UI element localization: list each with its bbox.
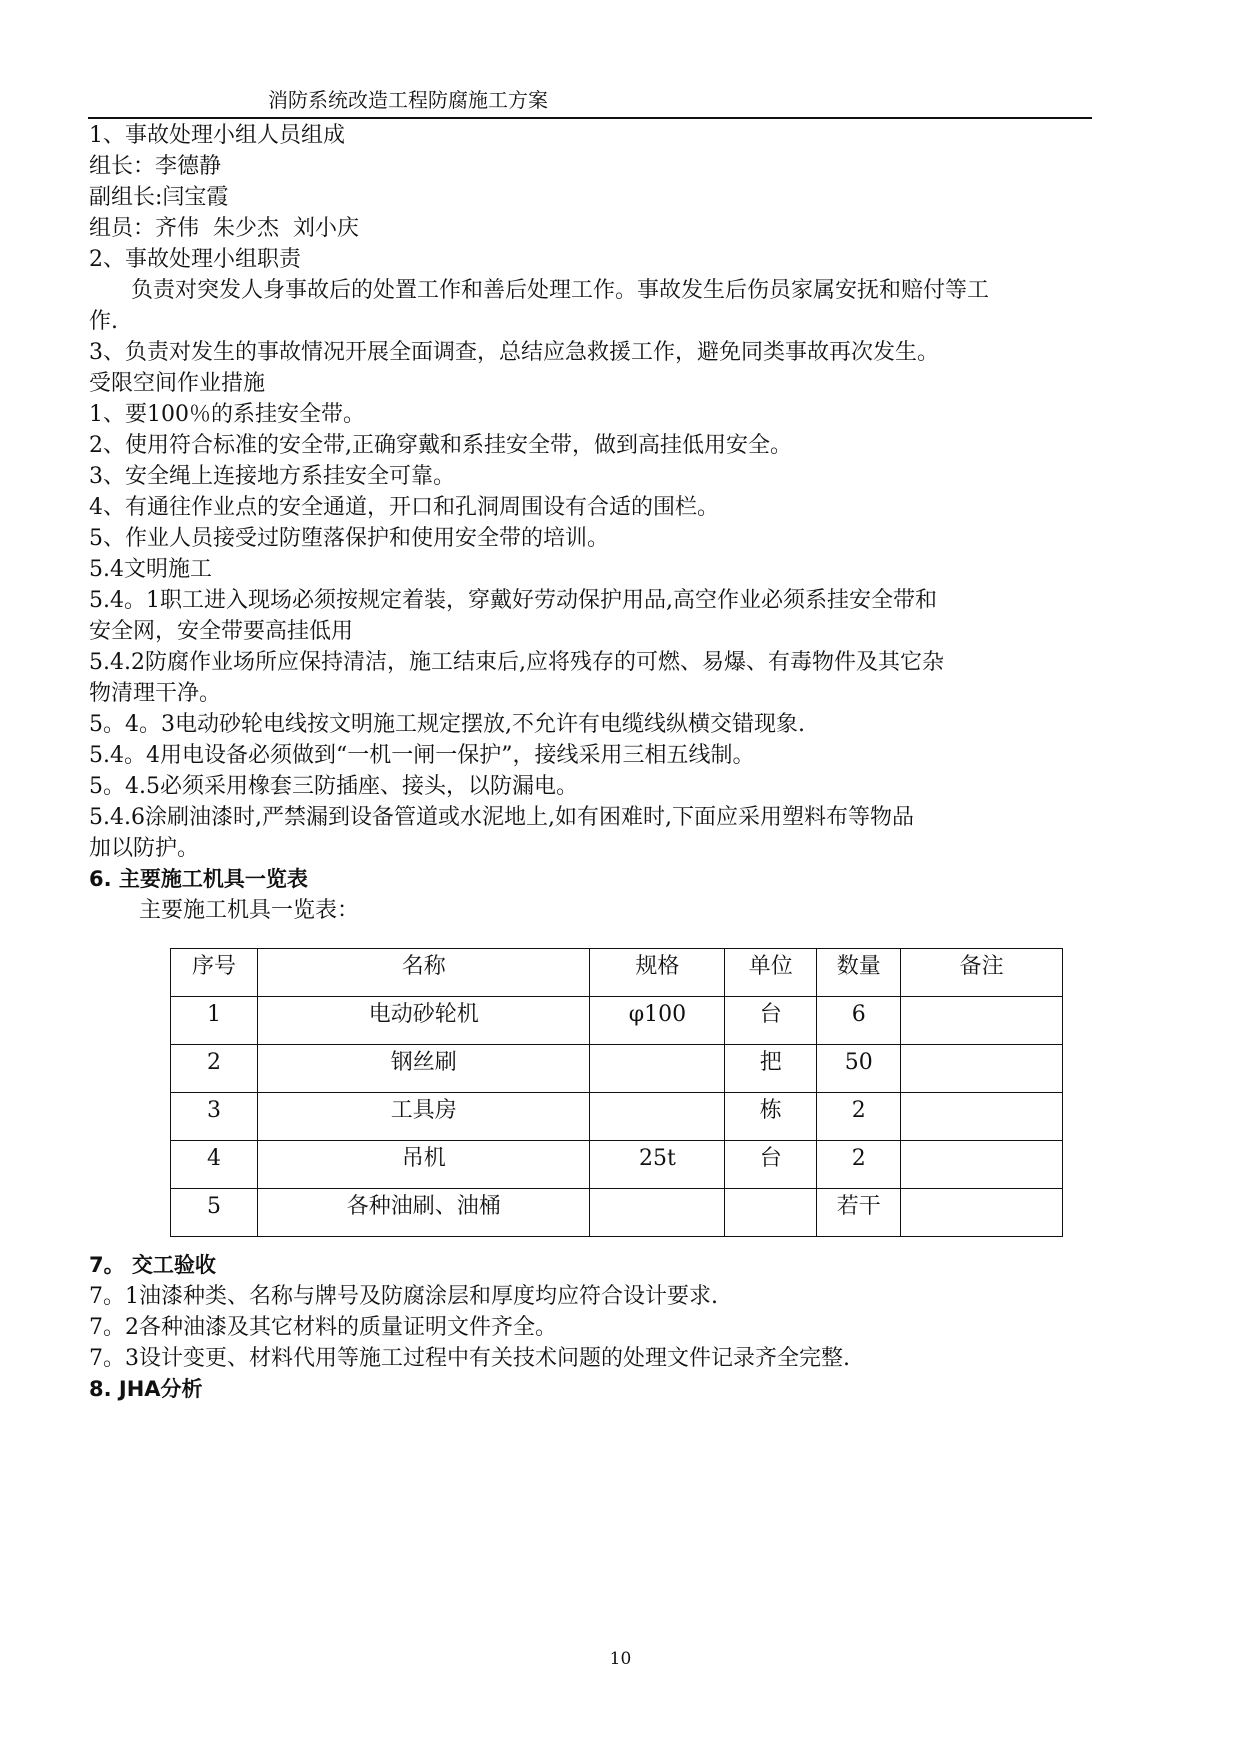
table-cell: 25t: [590, 1141, 725, 1189]
table-cell: 各种油刷、油桶: [257, 1189, 590, 1237]
table-cell: [901, 1141, 1063, 1189]
table-cell: 6: [817, 997, 901, 1045]
table-cell: [901, 1045, 1063, 1093]
table-row: [171, 1045, 1063, 1093]
table-cell: [590, 1189, 725, 1237]
section-7-line: 7。3设计变更、材料代用等施工过程中有关技术问题的处理文件记录齐全完整.: [89, 1346, 850, 1371]
header-cell: 备注: [901, 949, 1063, 997]
body-line: 3、安全绳上连接地方系挂安全可靠。: [89, 464, 455, 489]
body-line: 3、负责对发生的事故情况开展全面调查，总结应急救援工作，避免同类事故再次发生。: [89, 340, 939, 365]
body-line: 5。4。3电动砂轮电线按文明施工规定摆放,不允许有电缆线纵横交错现象.: [89, 712, 805, 737]
table-cell: [901, 1093, 1063, 1141]
table-cell: 工具房: [257, 1093, 590, 1141]
table-cell: [725, 1189, 817, 1237]
table-cell: 吊机: [257, 1141, 590, 1189]
table-cell: 50: [817, 1045, 901, 1093]
body-line: 5。4.5必须采用橡套三防插座、接头，以防漏电。: [89, 774, 578, 799]
header-title: 消防系统改造工程防腐施工方案: [268, 88, 548, 112]
section-6-intro: 主要施工机具一览表：: [139, 898, 360, 923]
section-6-heading: 6. 主要施工机具一览表: [89, 867, 308, 891]
body-line: 1、要100％的系挂安全带。: [89, 402, 365, 427]
body-line: 加以防护。: [89, 836, 200, 861]
table-cell: 4: [171, 1141, 258, 1189]
body-line: 5.4.6涂刷油漆时,严禁漏到设备管道或水泥地上,如有困难时,下面应采用塑料布等物品: [89, 805, 914, 830]
table-row: [171, 1093, 1063, 1141]
header-cell: 名称: [257, 949, 590, 997]
table-cell: 把: [725, 1045, 817, 1093]
table-cell: 2: [171, 1045, 258, 1093]
table-cell: [901, 997, 1063, 1045]
table-cell: 若干: [817, 1189, 901, 1237]
body-line: 组长：李德静: [89, 154, 222, 179]
table-header-row: [171, 949, 1063, 997]
table-row: [171, 997, 1063, 1045]
section-7-line: 7。2各种油漆及其它材料的质量证明文件齐全。: [89, 1315, 557, 1340]
table-cell: 5: [171, 1189, 258, 1237]
header-rule: [88, 117, 1092, 119]
body-text: [89, 120, 1093, 926]
section-7-line: 7。1油漆种类、名称与牌号及防腐涂层和厚度均应符合设计要求.: [89, 1284, 718, 1309]
body-line: 5.4文明施工: [89, 557, 212, 582]
body-line: 负责对突发人身事故后的处置工作和善后处理工作。事故发生后伤员家属安抚和赔付等工: [131, 278, 990, 303]
table-cell: [901, 1189, 1063, 1237]
table-cell: 3: [171, 1093, 258, 1141]
body-line: 副组长:闫宝霞: [89, 185, 229, 210]
section-8-heading: 8. JHA分析: [89, 1377, 203, 1401]
body-line: 5.4。1职工进入现场必须按规定着装，穿戴好劳动保护用品,高空作业必须系挂安全带和: [89, 588, 937, 613]
section-7-heading: 7。 交工验收: [89, 1253, 216, 1277]
body-line: 2、事故处理小组职责: [89, 247, 301, 272]
table-cell: 台: [725, 1141, 817, 1189]
table-cell: 2: [817, 1141, 901, 1189]
body-line: 作.: [89, 309, 118, 334]
body-line: 5.4.2防腐作业场所应保持清洁，施工结束后,应将残存的可燃、易爆、有毒物件及其它杂: [89, 650, 944, 675]
table-cell: [590, 1093, 725, 1141]
table-cell: 栋: [725, 1093, 817, 1141]
body-line: 2、使用符合标准的安全带,正确穿戴和系挂安全带，做到高挂低用安全。: [89, 433, 792, 458]
equipment-table: [170, 948, 1063, 1237]
table-cell: 1: [171, 997, 258, 1045]
body-line: 4、有通往作业点的安全通道，开口和孔洞周围设有合适的围栏。: [89, 495, 719, 520]
header-cell: 单位: [725, 949, 817, 997]
table-cell: 2: [817, 1093, 901, 1141]
body-line: 安全网，安全带要高挂低用: [89, 619, 354, 644]
table-cell: 电动砂轮机: [257, 997, 590, 1045]
acceptance-section: [89, 1250, 1093, 1405]
header-cell: 数量: [817, 949, 901, 997]
table-row: [171, 1189, 1063, 1237]
header-cell: 序号: [171, 949, 258, 997]
body-line: 受限空间作业措施: [89, 371, 266, 396]
table-row: [171, 1141, 1063, 1189]
page-number: 10: [609, 1649, 632, 1669]
body-line: 组员：齐伟 朱少杰 刘小庆: [89, 216, 359, 241]
table-cell: 台: [725, 997, 817, 1045]
body-line: 5、作业人员接受过防堕落保护和使用安全带的培训。: [89, 526, 609, 551]
table-cell: φ100: [590, 997, 725, 1045]
header-cell: 规格: [590, 949, 725, 997]
table-cell: [590, 1045, 725, 1093]
body-line: 5.4。4用电设备必须做到“一机一闸一保护”，接线采用三相五线制。: [89, 743, 755, 768]
body-line: 1、事故处理小组人员组成: [89, 123, 345, 148]
table-cell: 钢丝刷: [257, 1045, 590, 1093]
body-line: 物清理干净。: [89, 681, 222, 706]
